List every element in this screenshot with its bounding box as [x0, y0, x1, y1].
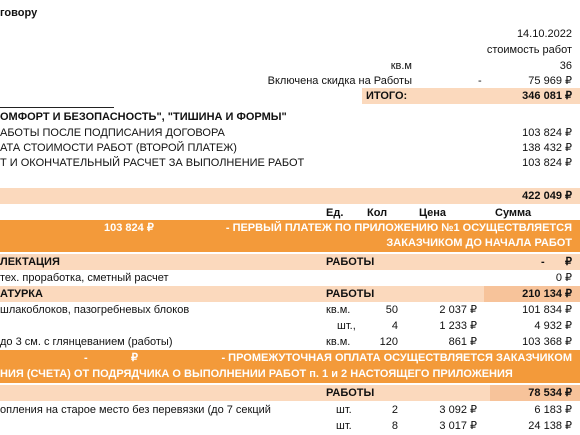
section-2-row-2-qty: 4 — [391, 320, 398, 332]
interim-payment-currency: ₽ — [131, 352, 138, 364]
payment-value-3: 103 824 ₽ — [522, 157, 572, 169]
section-2-row-3-name: до 3 см. с глянцеванием (работы) — [0, 336, 173, 348]
discount-label: Включена скидка на Работы — [267, 75, 412, 87]
section-3-kind: РАБОТЫ — [326, 387, 375, 399]
package-title-rule — [0, 107, 114, 108]
package-sum-value: 422 049 ₽ — [522, 190, 572, 202]
interim-payment-line2: НИЯ (СЧЕТА) ОТ ПОДРЯДЧИКА О ВЫПОЛНЕНИИ РАБОТ п. 1 и 2 НАСТОЯЩЕГО ПРИЛОЖЕНИЯ — [0, 368, 513, 380]
section-1-currency: ₽ — [565, 256, 572, 268]
section-3-row-1-qty: 2 — [391, 404, 398, 416]
section-2-row-1-sum: 101 834 ₽ — [522, 304, 572, 316]
section-2-title: АТУРКА — [0, 288, 43, 300]
section-1-title: ЛЕКТАЦИЯ — [0, 256, 60, 268]
section-2-row-1-qty: 50 — [385, 304, 398, 316]
payment-value-2: 138 432 ₽ — [522, 142, 572, 154]
package-sum-bar — [0, 188, 580, 204]
payment-value-1: 103 824 ₽ — [522, 127, 572, 139]
column-unit: Ед. — [326, 207, 344, 219]
section-1-dash: - — [541, 256, 545, 268]
column-price: Цена — [419, 207, 447, 219]
section-3-row-1-sum: 6 183 ₽ — [534, 404, 572, 416]
section-3-row-2-price: 3 017 ₽ — [439, 420, 477, 432]
area-unit-label: кв.м — [390, 60, 412, 72]
document-title: говору — [0, 7, 38, 19]
cost-label: стоимость работ — [486, 44, 572, 56]
section-3-row-1-name: опления на старое место без перевязки (до 7 секций — [0, 404, 271, 416]
section-3-row-1-unit: шт. — [336, 404, 352, 416]
discount-value: 75 969 ₽ — [528, 75, 572, 87]
section-2-total: 210 134 ₽ — [522, 288, 572, 300]
first-payment-line2: ЗАКАЗЧИКОМ ДО НАЧАЛА РАБОТ — [386, 237, 572, 249]
section-2-row-2-unit: шт., — [337, 320, 356, 332]
section-3-row-2-sum: 24 138 ₽ — [528, 420, 572, 432]
section-2-row-2-price: 1 233 ₽ — [439, 320, 477, 332]
section-3-row-2-unit: шт. — [336, 420, 352, 432]
section-1-header-bg — [0, 254, 580, 270]
section-2-row-3-qty: 120 — [379, 336, 398, 348]
column-qty: Кол — [367, 207, 388, 219]
section-2-kind: РАБОТЫ — [326, 288, 375, 300]
section-3-total: 78 534 ₽ — [528, 387, 572, 399]
interim-payment-line1: - ПРОМЕЖУТОЧНАЯ ОПЛАТА ОСУЩЕСТВЛЯЕТСЯ ЗАКАЗЧИКОМ — [221, 352, 572, 364]
section-2-row-1-unit: кв.м. — [326, 304, 351, 316]
package-title: ОМФОРТ И БЕЗОПАСНОСТЬ", "ТИШИНА И ФОРМЫ" — [0, 111, 287, 123]
column-sum: Сумма — [495, 207, 532, 219]
area-value: 36 — [559, 60, 572, 72]
document-date: 14.10.2022 — [516, 28, 572, 40]
section-2-row-2-sum: 4 932 ₽ — [534, 320, 572, 332]
section-2-row-3-unit: кв.м. — [326, 336, 351, 348]
section-1-row-1-name: тех. проработка, сметный расчет — [0, 272, 169, 284]
section-3-row-1-price: 3 092 ₽ — [439, 404, 477, 416]
section-1-row-1-sum: 0 ₽ — [555, 272, 572, 284]
payment-label-2: АТА СТОИМОСТИ РАБОТ (ВТОРОЙ ПЛАТЕЖ) — [0, 142, 237, 154]
section-1-kind: РАБОТЫ — [326, 256, 375, 268]
first-payment-amount: 103 824 ₽ — [104, 222, 154, 234]
total-label: ИТОГО: — [366, 90, 408, 102]
payment-label-3: Т И ОКОНЧАТЕЛЬНЫЙ РАСЧЕТ ЗА ВЫПОЛНЕНИЕ РАБОТ — [0, 157, 305, 169]
first-payment-line1: - ПЕРВЫЙ ПЛАТЕЖ ПО ПРИЛОЖЕНИЮ №1 ОСУЩЕСТВЛЯЕТСЯ — [225, 222, 572, 234]
section-3-row-2-qty: 8 — [391, 420, 398, 432]
section-2-row-3-sum: 103 368 ₽ — [522, 336, 572, 348]
section-2-row-1-price: 2 037 ₽ — [439, 304, 477, 316]
section-2-row-3-price: 861 ₽ — [448, 336, 477, 348]
total-value: 346 081 ₽ — [522, 90, 572, 102]
section-2-row-1-name: шлакоблоков, пазогребневых блоков — [0, 304, 190, 316]
payment-label-1: АБОТЫ ПОСЛЕ ПОДПИСАНИЯ ДОГОВОРА — [0, 127, 225, 139]
interim-payment-dash: - — [84, 352, 88, 364]
discount-sign: - — [478, 75, 482, 87]
